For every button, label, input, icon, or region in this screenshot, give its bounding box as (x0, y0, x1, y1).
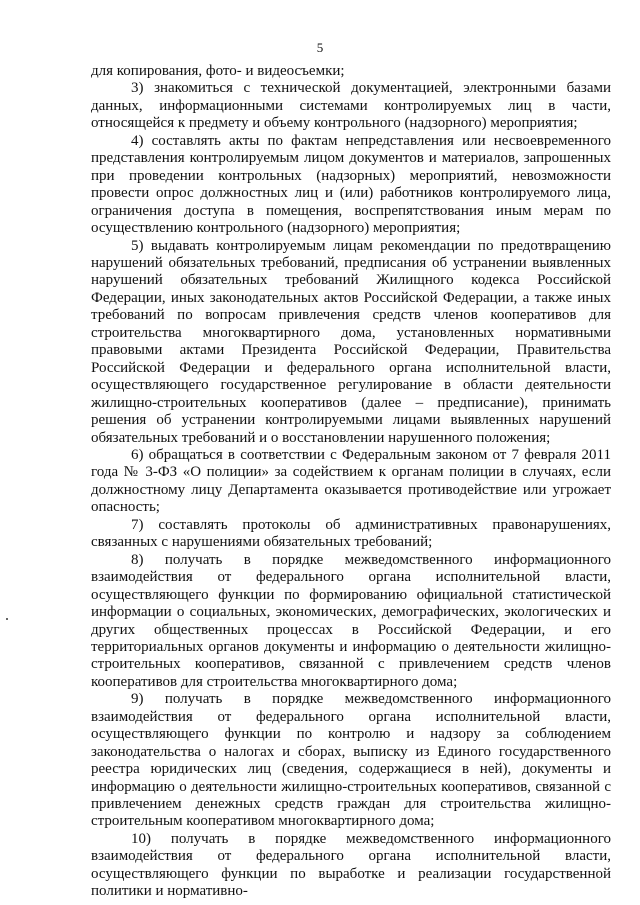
paragraph-item-7: 7) составлять протоколы об административных правонарушениях, связанных с нарушениями обязательных требований; (91, 516, 611, 551)
margin-scan-mark (6, 618, 8, 620)
paragraph-item-5: 5) выдавать контролируемым лицам рекомендации по предотвращению нарушений обязательных требований, предписания об устранении выявленных нарушений обязательных требований Жилищного кодекса Российской Федерации, иных законодательных актов Российской Федерации, а также иных требований по вопросам привлечения средств членов кооперативов для строительства многоквартирного дома, установленных нормативными правовыми актами Президента Российской Федерации, Правительства Российской Федерации и федерального органа исполнительной власти, осуществляющего государственное регулирование в области деятельности жилищно-строительных кооперативов (далее – предписание), принимать решения об устранении контролируемыми лицами выявленных нарушений обязательных требований и о восстановлении нарушенного положения; (91, 237, 611, 446)
paragraph-item-10: 10) получать в порядке межведомственного информационного взаимодействия от федерального органа исполнительной власти, осуществляющего функции по выработке и реализации государственной политики и нормативно- (91, 830, 611, 900)
document-body (91, 63, 611, 901)
paragraph-item-8: 8) получать в порядке межведомственного информационного взаимодействия от федерального органа исполнительной власти, осуществляющего функции по формированию официальной статистической информации о социальных, экономических, демографических, экологических и других общественных процессах в Российской Федерации, и его территориальных органов документы и информацию о деятельности жилищно-строительных кооперативов, связанной с привлечением средств членов кооперативов для строительства многоквартирного дома; (91, 551, 611, 690)
paragraph-item-6: 6) обращаться в соответствии с Федеральным законом от 7 февраля 2011 года № 3-ФЗ «О полиции» за содействием к органам полиции в случаях, если должностному лицу Департамента оказывается противодействие или угрожает опасность; (91, 446, 611, 516)
paragraph-item-4: 4) составлять акты по фактам непредставления или несвоевременного представления контролируемым лицом документов и материалов, запрошенных при проведении контрольных (надзорных) мероприятий, невозможности провести опрос должностных лиц и (или) работников контролируемого лица, ограничения доступа в помещения, воспрепятствования иным мерам по осуществлению контрольного (надзорного) мероприятия; (91, 132, 611, 237)
paragraph-item-3: 3) знакомиться с технической документацией, электронными базами данных, информационными системами контролируемых лиц в части, относящейся к предмету и объему контрольного (надзорного) мероприятия; (91, 80, 611, 132)
paragraph-item-9: 9) получать в порядке межведомственного информационного взаимодействия от федерального органа исполнительной власти, осуществляющего функции по контролю и надзору за соблюдением законодательства о налогах и сборах, выписку из Единого государственного реестра юридических лиц (сведения, содержащиеся в ней), документы и информацию о деятельности жилищно-строительных кооперативов, связанной с привлечением денежных средств граждан для строительства жилищно-строительным кооперативом многоквартирного дома; (91, 691, 611, 830)
page-number: 5 (316, 40, 324, 55)
paragraph-continuation: для копирования, фото- и видеосъемки; (91, 63, 345, 79)
